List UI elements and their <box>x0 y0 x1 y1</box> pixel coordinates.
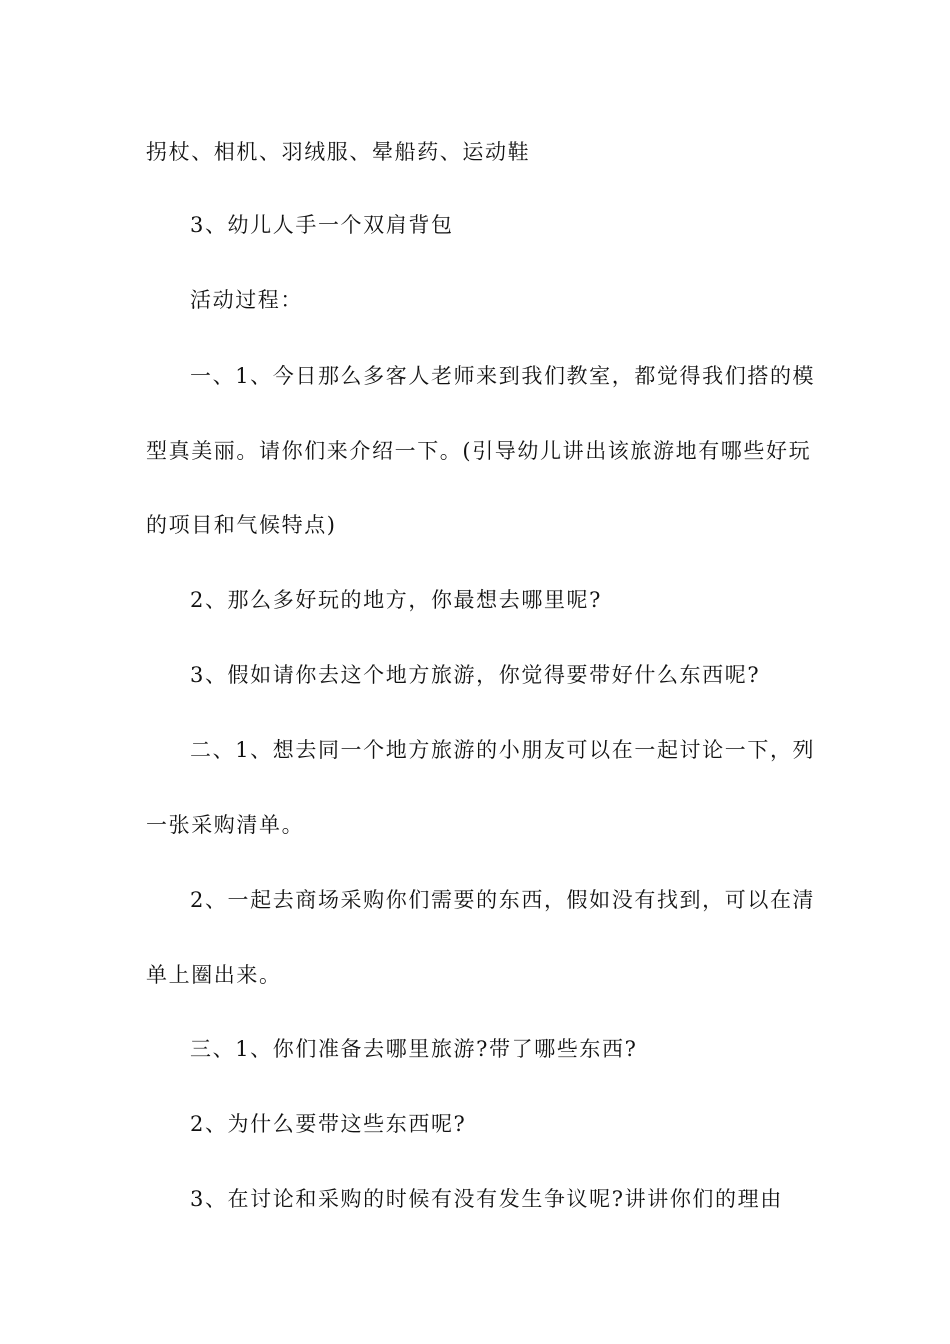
text-line-part2-q2-end: 单上圈出来。 <box>146 963 282 987</box>
section-heading-activity-process: 活动过程： <box>190 288 303 312</box>
text-line-part1-q1-cont: 型真美丽。请你们来介绍一下。(引导幼儿讲出该旅游地有哪些好玩 <box>146 439 812 463</box>
text-line-part1-q1-end: 的项目和气候特点) <box>146 513 337 537</box>
text-line-materials: 拐杖、相机、羽绒服、晕船药、运动鞋 <box>146 140 531 164</box>
text-line-part1-q3: 3、假如请你去这个地方旅游，你觉得要带好什么东西呢? <box>190 663 761 687</box>
text-line-part3-q2: 2、为什么要带这些东西呢? <box>190 1112 467 1136</box>
text-line-part2-q1-end: 一张采购清单。 <box>146 813 305 837</box>
text-line-part3-q1: 三、1、你们准备去哪里旅游?带了哪些东西? <box>190 1037 638 1061</box>
text-line-part3-q3: 3、在讨论和采购的时候有没有发生争议呢?讲讲你们的理由 <box>190 1187 783 1211</box>
text-line-part2-q2: 2、一起去商场采购你们需要的东西，假如没有找到，可以在清 <box>190 888 816 912</box>
text-line-part1-q1: 一、1、今日那么多客人老师来到我们教室，都觉得我们搭的模 <box>190 364 816 388</box>
text-line-part2-q1: 二、1、想去同一个地方旅游的小朋友可以在一起讨论一下，列 <box>190 738 816 762</box>
text-line-part1-q2: 2、那么多好玩的地方，你最想去哪里呢? <box>190 588 603 612</box>
text-line-backpack: 3、幼儿人手一个双肩背包 <box>190 213 454 237</box>
